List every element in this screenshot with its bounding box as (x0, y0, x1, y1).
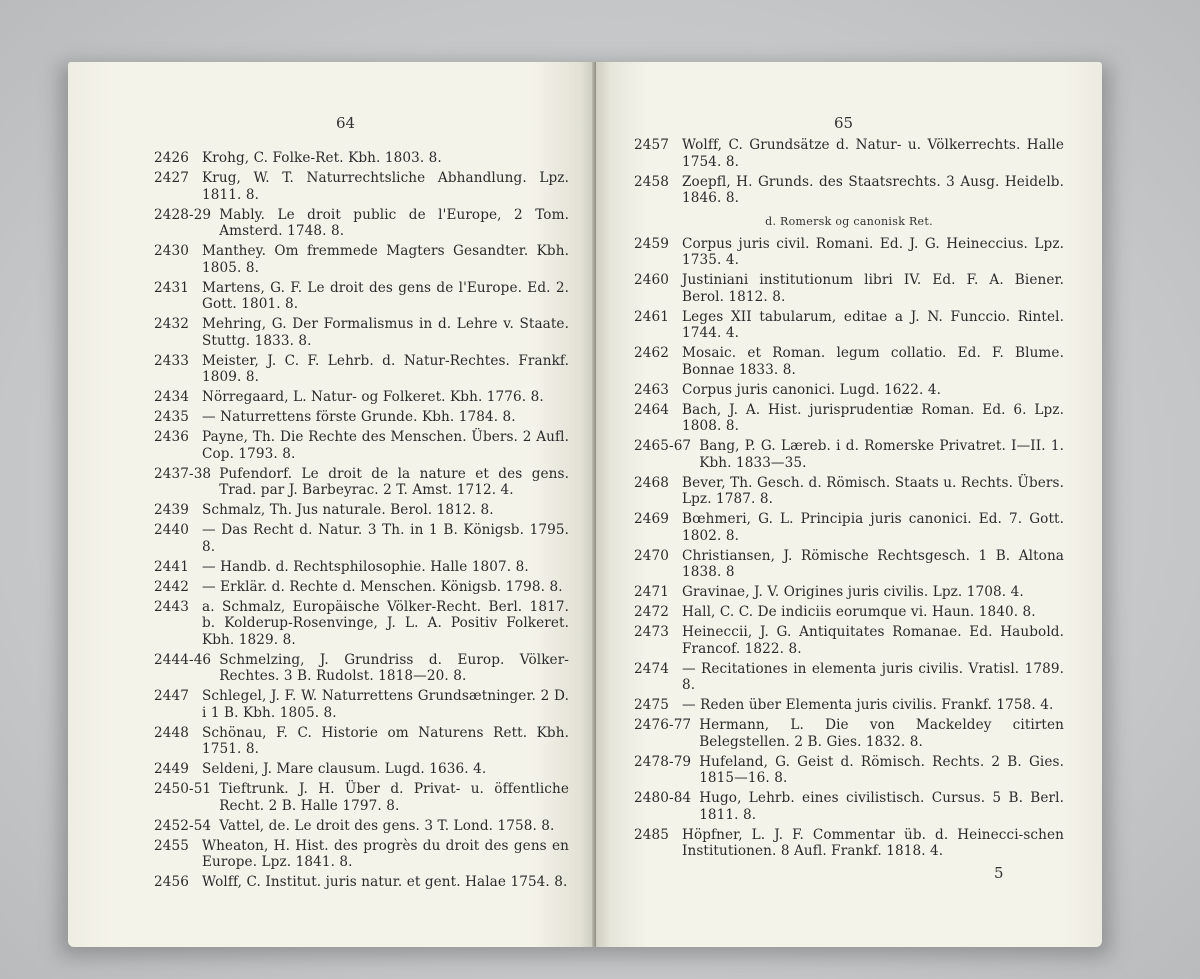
entry-number: 2450-51 (154, 781, 212, 797)
section-heading: d. Romersk og canonisk Ret. (765, 214, 933, 228)
entry-text: Bœhmeri, G. L. Principia juris canonici. Ed. 7. Gott. 1802. 8. (682, 511, 1064, 544)
catalog-entry (154, 838, 569, 871)
entry-text: Schlegel, J. F. W. Naturrettens Grundsætninger. 2 D. i 1 B. Kbh. 1805. 8. (202, 688, 569, 721)
entry-text: Christiansen, J. Römische Rechtsgesch. 1 B. Altona 1838. 8 (682, 547, 1064, 580)
entry-text: Schmelzing, J. Grundriss d. Europ. Völker-Rechtes. 3 B. Rudolst. 1818—20. 8. (219, 651, 569, 684)
entry-text: Mosaic. et Roman. legum collatio. Ed. F. Blume. Bonnae 1833. 8. (682, 345, 1064, 378)
entry-text: Vattel, de. Le droit des gens. 3 T. Lond. 1758. 8. (219, 817, 555, 834)
left-page (68, 62, 596, 947)
entry-number: 2480-84 (634, 790, 692, 806)
entry-number: 2457 (634, 137, 669, 153)
entry-number: 2439 (154, 502, 189, 518)
catalog-entry (634, 624, 1064, 657)
catalog-entry (634, 511, 1064, 544)
entry-text: Tieftrunk. J. H. Über d. Privat- u. öffentliche Recht. 2 B. Halle 1797. 8. (219, 781, 569, 814)
catalog-entry (634, 345, 1064, 378)
entry-number: 2472 (634, 604, 669, 620)
entry-text: Wolff, C. Institut. juris natur. et gent. Halae 1754. 8. (202, 874, 568, 890)
catalog-entry (154, 818, 569, 835)
entry-text: Payne, Th. Die Rechte des Menschen. Übers. 2 Aufl. Cop. 1793. 8. (202, 429, 569, 462)
entry-number: 2478-79 (634, 753, 692, 770)
catalog-entry (154, 280, 569, 313)
entry-text: Gravinae, J. V. Origines juris civilis. Lpz. 1708. 4. (682, 584, 1024, 600)
entry-text: Hall, C. C. De indiciis eorumque vi. Haun. 1840. 8. (682, 604, 1036, 620)
entry-text: Pufendorf. Le droit de la nature et des gens. Trad. par J. Barbeyrac. 2 T. Amst. 1712. 4. (219, 465, 569, 498)
entry-number: 2455 (154, 837, 189, 854)
catalog-entry (634, 438, 1064, 471)
entry-number: 2465-67 (634, 438, 692, 454)
entry-text: Hermann, L. Die von Mackeldey citirten Belegstellen. 2 B. Gies. 1832. 8. (699, 717, 1064, 750)
entry-text: Seldeni, J. Mare clausum. Lugd. 1636. 4. (202, 761, 487, 777)
entry-number: 2443 (154, 598, 189, 615)
catalog-entry (154, 170, 569, 203)
entry-text: Zoepfl, H. Grunds. des Staatsrechts. 3 Ausg. Heidelb. 1846. 8. (682, 173, 1064, 206)
catalog-entry (634, 827, 1064, 860)
entry-number: 2452-54 (154, 817, 212, 834)
catalog-entry (154, 652, 569, 685)
entry-text: Höpfner, L. J. F. Commentar üb. d. Heinecci-schen Institutionen. 8 Aufl. Frankf. 1818. 4. (682, 826, 1064, 859)
entry-number: 2468 (634, 474, 669, 491)
catalog-entry (154, 761, 569, 778)
entry-number: 2461 (634, 308, 669, 325)
entry-number: 2449 (154, 761, 189, 777)
entry-text: — Das Recht d. Natur. 3 Th. in 1 B. Königsb. 1795. 8. (202, 522, 569, 555)
entry-number: 2485 (634, 826, 669, 843)
entry-group (634, 137, 1064, 207)
catalog-entry (634, 137, 1064, 170)
catalog-entry (154, 316, 569, 349)
entry-number: 2433 (154, 352, 189, 369)
catalog-entry (154, 429, 569, 462)
catalog-entry (154, 688, 569, 721)
entry-text: Corpus juris canonici. Lugd. 1622. 4. (682, 381, 942, 398)
catalog-entry (154, 207, 569, 240)
entry-text: Meister, J. C. F. Lehrb. d. Natur-Rechtes. Frankf. 1809. 8. (202, 352, 569, 385)
entry-number: 2474 (634, 660, 669, 677)
catalog-entry (154, 353, 569, 386)
entry-number: 2456 (154, 874, 189, 890)
catalog-entry (154, 522, 569, 555)
entry-number: 2458 (634, 173, 669, 190)
catalog-entry (634, 790, 1064, 823)
catalog-entry (634, 584, 1064, 601)
catalog-entry (634, 548, 1064, 581)
entry-number: 2469 (634, 511, 669, 527)
entry-text: Nörregaard, L. Natur- og Folkeret. Kbh. 1776. 8. (202, 389, 544, 405)
entry-number: 2475 (634, 697, 669, 713)
entry-number: 2470 (634, 547, 669, 564)
catalog-entry (154, 781, 569, 814)
entry-text: Wheaton, H. Hist. des progrès du droit des gens en Europe. Lpz. 1841. 8. (202, 837, 569, 870)
catalog-entry (154, 389, 569, 406)
entry-text: Corpus juris civil. Romani. Ed. J. G. Heineccius. Lpz. 1735. 4. (682, 235, 1064, 268)
entry-number: 2437-38 (154, 465, 212, 482)
entry-number: 2431 (154, 279, 189, 296)
entry-text: Wolff, C. Grundsätze d. Natur- u. Völkerrechts. Halle 1754. 8. (682, 137, 1064, 170)
entry-text: Leges XII tabularum, editae a J. N. Funccio. Rintel. 1744. 4. (682, 308, 1064, 341)
entry-number: 2428-29 (154, 206, 212, 223)
entry-number: 2432 (154, 316, 189, 332)
entry-text: Schmalz, Th. Jus naturale. Berol. 1812. 8. (202, 502, 494, 518)
entry-number: 2460 (634, 272, 669, 288)
entry-number: 2471 (634, 584, 669, 600)
page-number: 65 (834, 114, 854, 132)
catalog-entries (634, 137, 1064, 863)
entry-number: 2444-46 (154, 651, 212, 668)
catalog-entry (634, 272, 1064, 305)
entry-text: Heineccii, J. G. Antiquitates Romanae. Ed. Haubold. Francof. 1822. 8. (682, 624, 1064, 657)
entry-number: 2473 (634, 624, 669, 640)
entry-number: 2427 (154, 170, 189, 186)
entry-text: — Handb. d. Rechtsphilosophie. Halle 1807. 8. (202, 558, 529, 575)
entry-number: 2459 (634, 235, 669, 252)
entry-group (634, 236, 1064, 860)
page-number: 64 (336, 114, 356, 132)
catalog-entry (634, 754, 1064, 787)
catalog-entry (154, 409, 569, 426)
entry-number: 2464 (634, 401, 669, 418)
entry-number: 2463 (634, 381, 669, 398)
entry-text: Mehring, G. Der Formalismus in d. Lehre v. Staate. Stuttg. 1833. 8. (202, 316, 569, 349)
entry-number: 2435 (154, 409, 189, 425)
catalog-entry (154, 502, 569, 519)
catalog-entry (634, 697, 1064, 714)
entry-text: Martens, G. F. Le droit des gens de l'Europe. Ed. 2. Gott. 1801. 8. (202, 279, 569, 312)
entry-text: Bang, P. G. Læreb. i d. Romerske Privatret. I—II. 1. Kbh. 1833—35. (699, 438, 1064, 471)
catalog-entry (634, 236, 1064, 269)
catalog-entry (154, 559, 569, 576)
catalog-entries (154, 150, 569, 894)
entry-number: 2440 (154, 522, 189, 538)
entry-text: Krohg, C. Folke-Ret. Kbh. 1803. 8. (202, 150, 442, 166)
right-page (596, 62, 1102, 947)
catalog-entry (634, 309, 1064, 342)
signature-mark: 5 (994, 864, 1004, 882)
entry-number: 2430 (154, 243, 189, 259)
entry-text: Bach, J. A. Hist. jurisprudentiæ Roman. Ed. 6. Lpz. 1808. 8. (682, 401, 1064, 434)
catalog-entry (634, 717, 1064, 750)
entry-text: a. Schmalz, Europäische Völker-Recht. Berl. 1817. b. Kolderup-Rosenvinge, J. L. A. Positiv Folkeret. Kbh. 1829. 8. (202, 598, 569, 648)
entry-text: — Reden über Elementa juris civilis. Frankf. 1758. 4. (682, 697, 1054, 713)
catalog-entry (634, 475, 1064, 508)
entry-text: Schönau, F. C. Historie om Naturens Rett. Kbh. 1751. 8. (202, 724, 569, 757)
catalog-entry (154, 874, 569, 891)
entry-text: — Recitationes in elementa juris civilis. Vratisl. 1789. 8. (682, 660, 1064, 693)
catalog-entry (634, 402, 1064, 435)
catalog-entry (154, 150, 569, 167)
catalog-entry (154, 466, 569, 499)
catalog-entry (634, 174, 1064, 207)
catalog-entry (634, 661, 1064, 694)
entry-number: 2447 (154, 688, 189, 704)
entry-text: — Naturrettens förste Grunde. Kbh. 1784. 8. (202, 409, 516, 425)
catalog-entry (154, 725, 569, 758)
entry-number: 2462 (634, 345, 669, 361)
entry-text: Mably. Le droit public de l'Europe, 2 Tom. Amsterd. 1748. 8. (219, 206, 569, 239)
catalog-entry (634, 382, 1064, 399)
entry-text: Manthey. Om fremmede Magters Gesandter. Kbh. 1805. 8. (202, 243, 569, 276)
catalog-entry (634, 604, 1064, 621)
entry-text: Bever, Th. Gesch. d. Römisch. Staats u. Rechts. Übers. Lpz. 1787. 8. (682, 474, 1065, 507)
catalog-entry (154, 243, 569, 276)
entry-text: Justiniani institutionum libri IV. Ed. F. A. Biener. Berol. 1812. 8. (682, 272, 1064, 305)
entry-number: 2442 (154, 578, 189, 595)
catalog-entry (154, 579, 569, 596)
entry-number: 2436 (154, 429, 189, 445)
entry-number: 2448 (154, 724, 189, 741)
entry-text: Krug, W. T. Naturrechtsliche Abhandlung. Lpz. 1811. 8. (202, 170, 569, 203)
entry-text: Hufeland, G. Geist d. Römisch. Rechts. 2 B. Gies. 1815—16. 8. (699, 753, 1064, 786)
catalog-entry (154, 599, 569, 649)
entry-number: 2476-77 (634, 717, 692, 733)
entry-text: Hugo, Lehrb. eines civilistisch. Cursus. 5 B. Berl. 1811. 8. (699, 790, 1064, 823)
entry-number: 2426 (154, 150, 189, 166)
entry-number: 2434 (154, 389, 189, 405)
entry-text: — Erklär. d. Rechte d. Menschen. Königsb. 1798. 8. (202, 578, 563, 595)
entry-number: 2441 (154, 558, 189, 575)
